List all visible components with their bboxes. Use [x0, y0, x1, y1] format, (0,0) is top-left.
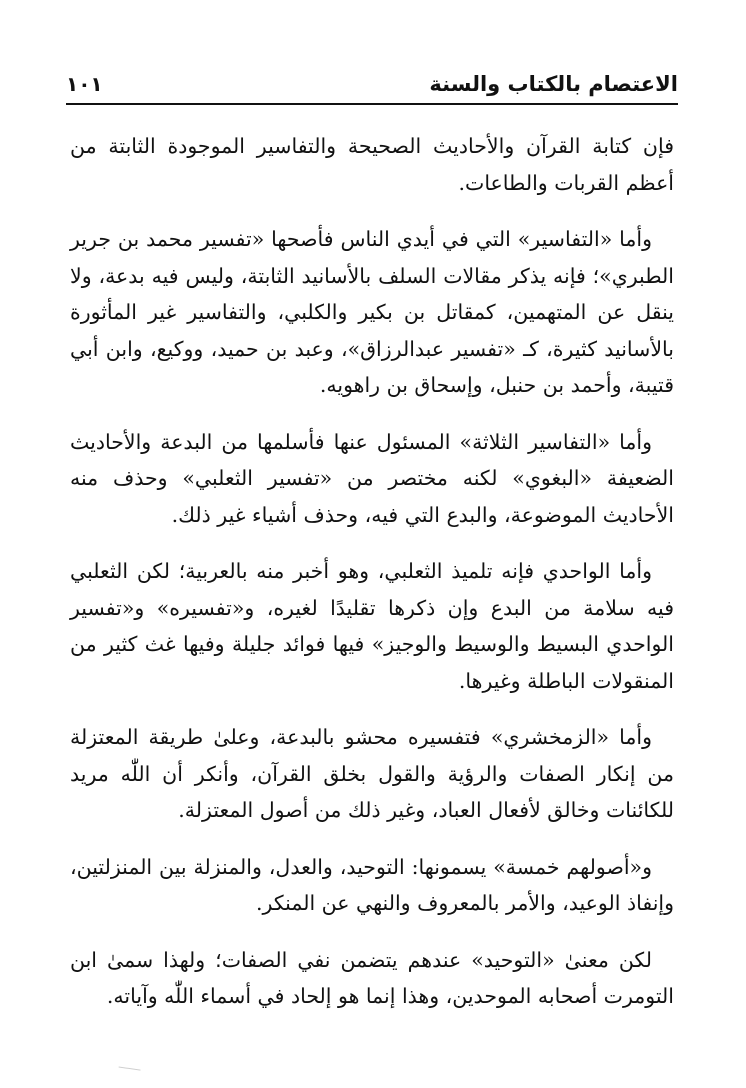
paragraph-4: وأما الواحدي فإنه تلميذ الثعلبي، وهو أخبر منه بالعربية؛ لكن الثعلبي فيه سلامة من البدع وإن ذكرها تقليدًا لغيره، و«تفسيره» و«تفسير الواحدي البسيط والوسيط والوجيز» فيها فوائد جليلة وفيها غث كثير من المنقولات الباطلة وغيرها.	[70, 559, 674, 693]
paragraph-3: وأما «التفاسير الثلاثة» المسئول عنها فأسلمها من البدعة والأحاديث الضعيفة «البغوي» لكنه مختصر من «تفسير الثعلبي» وحذف منه الأحاديث الموضوعة، والبدع التي فيه، وحذف أشياء غير ذلك.	[70, 429, 674, 527]
header-divider	[66, 103, 678, 105]
scan-artifact-mark	[117, 1067, 140, 1079]
page-header	[66, 62, 678, 98]
page-body	[70, 128, 674, 1035]
paragraph-2: وأما «التفاسير» التي في أيدي الناس فأصحها «تفسير محمد بن جرير الطبري»؛ فإنه يذكر مقالات السلف بالأسانيد الثابتة، وليس فيه بدعة، ولا ينقل عن المتهمين، كمقاتل بن بكير والكلبي، والتفاسير غير المأثورة بالأسانيد كثيرة، كـ «تفسير عبدالرزاق»، وعبد بن حميد، ووكيع، وابن أبي قتيبة، وأحمد بن حنبل، وإسحاق بن راهويه.	[70, 227, 674, 397]
page-number: ١٠١	[66, 72, 103, 96]
paragraph-6: و«أصولهم خمسة» يسمونها: التوحيد، والعدل، والمنزلة بين المنزلتين، وإنفاذ الوعيد، والأمر بالمعروف والنهي عن المنكر.	[70, 854, 674, 915]
paragraph-7: لكن معنىٰ «التوحيد» عندهم يتضمن نفي الصفات؛ ولهذا سمىٰ ابن التومرت أصحابه الموحدين، وهذا إنما هو إلحاد في أسماء اللّٰه وآياته.	[70, 947, 674, 1008]
paragraph-5: وأما «الزمخشري» فتفسيره محشو بالبدعة، وعلىٰ طريقة المعتزلة من إنكار الصفات والرؤية والقول بخلق القرآن، وأنكر أن اللّٰه مريد للكائنات وخالق لأفعال العباد، وغير ذلك من أصول المعتزلة.	[70, 725, 674, 822]
paragraph-1: فإن كتابة القرآن والأحاديث الصحيحة والتفاسير الموجودة الثابتة من أعظم القربات والطاعات.	[70, 134, 674, 195]
running-title: الاعتصام بالكتاب والسنة	[429, 72, 678, 96]
